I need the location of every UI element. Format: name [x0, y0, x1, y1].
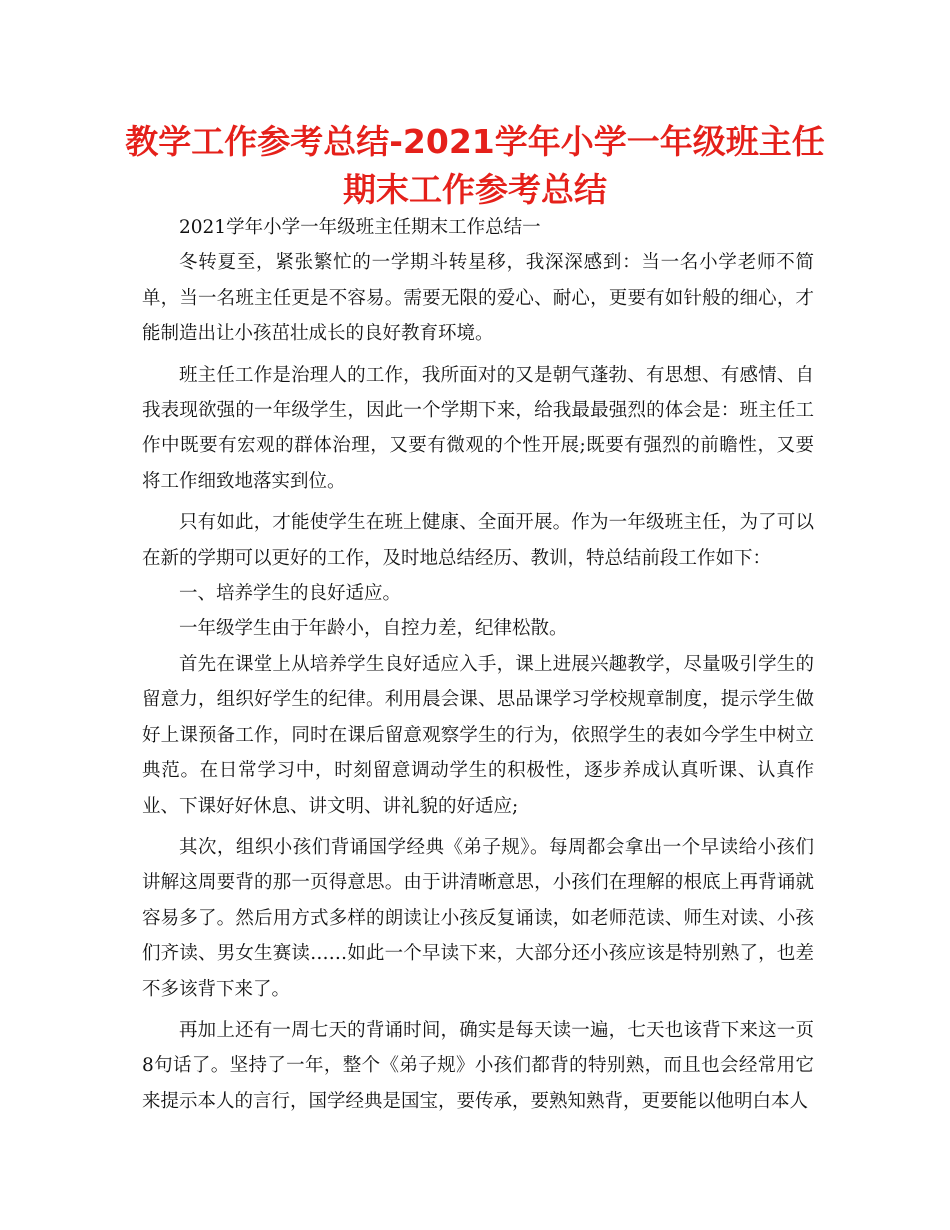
paragraph: 班主任工作是治理人的工作，我所面对的又是朝气蓬勃、有思想、有感情、自我表现欲强的一年级学生，因此一个学期下来，给我最最强烈的体会是：班主任工作中既要有宏观的群体治理，又要有微观的个性开展;既要有强烈的前瞻性，又要将工作细致地落实到位。 — [142, 364, 814, 492]
paragraph: 首先在课堂上从培养学生良好适应入手，课上进展兴趣教学，尽量吸引学生的留意力，组织好学生的纪律。利用晨会课、思品课学习学校规章制度，提示学生做好上课预备工作，同时在课后留意观察学生的行为，依照学生的表如今学生中树立典范。在日常学习中，时刻留意调动学生的积极性，逐步养成认真听课、认真作业、下课好好休息、讲文明、讲礼貌的好适应; — [142, 653, 814, 817]
paragraph: 其次，组织小孩们背诵国学经典《弟子规》。每周都会拿出一个早读给小孩们讲解这周要背的那一页得意思。由于讲清晰意思，小孩们在理解的根底上再背诵就容易多了。然后用方式多样的朗读让小孩反复诵读，如老师范读、师生对读、小孩们齐读、男女生赛读……如此一个早读下来，大部分还小孩应该是特别熟了，也差不多该背下来了。 — [142, 836, 814, 1000]
paragraph: 一、培养学生的良好适应。 — [179, 583, 402, 605]
paragraph: 2021学年小学一年级班主任期末工作总结一 — [179, 217, 541, 238]
document-title: 教学工作参考总结-2021学年小学一年级班主任期末工作参考总结 — [125, 122, 825, 209]
paragraph: 再加上还有一周七天的背诵时间，确实是每天读一遍，七天也该背下来这一页8句话了。坚持了一年，整个《弟子规》小孩们都背的特别熟，而且也会经常用它来提示本人的言行，国学经典是国宝，要传承，要熟知熟背，更要能以他明白本人 — [142, 1019, 814, 1112]
document-body — [142, 210, 814, 1119]
paragraph: 一年级学生由于年龄小，自控力差，纪律松散。 — [179, 618, 568, 640]
paragraph: 只有如此，才能使学生在班上健康、全面开展。作为一年级班主任，为了可以在新的学期可以更好的工作，及时地总结经历、教训，特总结前段工作如下： — [142, 512, 814, 569]
paragraph: 冬转夏至，紧张繁忙的一学期斗转星移，我深深感到：当一名小学老师不简单，当一名班主任更是不容易。需要无限的爱心、耐心，更要有如针般的细心，才能制造出让小孩茁壮成长的良好教育环境。 — [142, 252, 814, 345]
